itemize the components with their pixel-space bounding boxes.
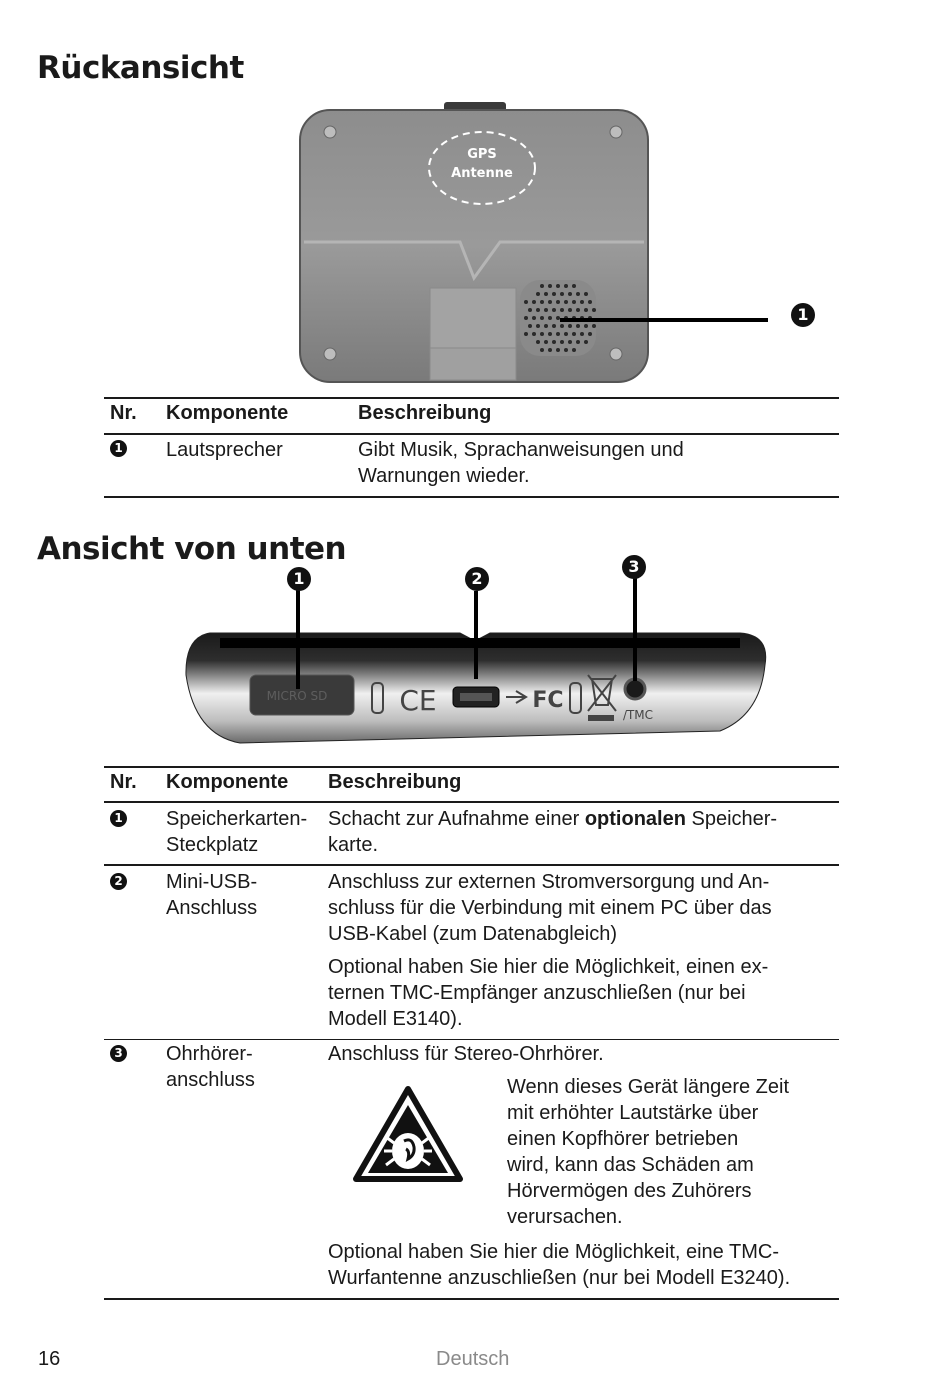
table1-header-nr: Nr. xyxy=(110,402,137,424)
table2-row1-desc-line2: karte. xyxy=(328,834,379,856)
table2-row1-rule xyxy=(104,864,839,866)
table2-top-rule xyxy=(104,766,839,768)
table1-bottom-rule xyxy=(104,496,839,498)
table2-row3-desc-line2: Optional haben Sie hier die Möglichkeit, eine TMC- xyxy=(328,1241,779,1263)
table2-row2-desc-line2: schluss für die Verbindung mit einem PC über das xyxy=(328,897,772,919)
page-number: 16 xyxy=(38,1348,61,1370)
section-title-back: Rückansicht xyxy=(37,50,244,86)
table2-row2-component-line2: Anschluss xyxy=(166,897,258,919)
callout-3-bottom: 3 xyxy=(622,555,646,579)
table1-header-rule xyxy=(104,433,839,435)
table2-row3-desc-line3: Wurfantenne anzuschließen (nur bei Modell E3240). xyxy=(328,1267,791,1289)
table1-top-rule xyxy=(104,397,839,399)
callout-1-bottom: 1 xyxy=(287,567,311,591)
table2-row2-number: 2 xyxy=(110,873,127,890)
table2-header-rule xyxy=(104,801,839,803)
warning-text-line6: verursachen. xyxy=(507,1206,623,1228)
table2-header-component: Komponente xyxy=(166,771,289,793)
section-title-bottom: Ansicht von unten xyxy=(37,531,347,567)
table1-row1-desc-line2: Warnungen wieder. xyxy=(358,465,530,487)
table2-row3-desc-line1: Anschluss für Stereo-Ohrhörer. xyxy=(328,1043,604,1065)
table2-row2-desc-line1: Anschluss zur externen Stromversorgung und An- xyxy=(328,871,770,893)
hearing-warning-icon xyxy=(352,1085,464,1185)
table2-row3-component-line1: Ohrhörer- xyxy=(166,1043,253,1065)
table2-row2-desc-line6: Modell E3140). xyxy=(328,1008,463,1030)
tmc-label: /TMC xyxy=(622,708,654,722)
device-back-illustration xyxy=(290,100,830,390)
table2-header-nr: Nr. xyxy=(110,771,137,793)
table2-row2-desc-line3: USB-Kabel (zum Datenabgleich) xyxy=(328,923,618,945)
warning-text-line1: Wenn dieses Gerät längere Zeit xyxy=(507,1076,790,1098)
warning-text-line3: einen Kopfhörer betrieben xyxy=(507,1128,739,1150)
table2-row1-number: 1 xyxy=(110,810,127,827)
warning-text-line5: Hörvermögen des Zuhörers xyxy=(507,1180,752,1202)
table2-bottom-rule xyxy=(104,1298,839,1300)
table1-header-description: Beschreibung xyxy=(358,402,492,424)
gps-label-1: GPS xyxy=(467,147,497,162)
callout-1-back: 1 xyxy=(791,303,815,327)
warning-text-line2: mit erhöhter Lautstärke über xyxy=(507,1102,759,1124)
table1-row1-number: 1 xyxy=(110,440,127,457)
table2-header-description: Beschreibung xyxy=(328,771,462,793)
gps-label-2: Antenne xyxy=(451,166,513,181)
fc-mark: FC xyxy=(532,688,564,713)
callout-2-bottom: 2 xyxy=(465,567,489,591)
microsd-label: MICRO SD xyxy=(266,689,328,703)
table2-row2-rule xyxy=(104,1039,839,1040)
table2-row1-desc-line1: Schacht zur Aufnahme einer optionalen Speicher- xyxy=(328,808,778,830)
table1-row1-component: Lautsprecher xyxy=(166,439,283,461)
table1-header-component: Komponente xyxy=(166,402,289,424)
warning-text-line4: wird, kann das Schäden am xyxy=(507,1154,754,1176)
table2-row2-desc-line5: ternen TMC-Empfänger anzuschließen (nur bei xyxy=(328,982,746,1004)
ce-mark: CE xyxy=(399,684,437,717)
footer-language: Deutsch xyxy=(436,1348,510,1370)
table2-row3-number: 3 xyxy=(110,1045,127,1062)
table2-row1-component-line2: Steckplatz xyxy=(166,834,259,856)
table1-row1-desc-line1: Gibt Musik, Sprachanweisungen und xyxy=(358,439,684,461)
table2-row3-component-line2: anschluss xyxy=(166,1069,255,1091)
table2-row2-component-line1: Mini-USB- xyxy=(166,871,258,893)
table2-row1-component-line1: Speicherkarten- xyxy=(166,808,308,830)
table2-row2-desc-line4: Optional haben Sie hier die Möglichkeit, einen ex- xyxy=(328,956,769,978)
